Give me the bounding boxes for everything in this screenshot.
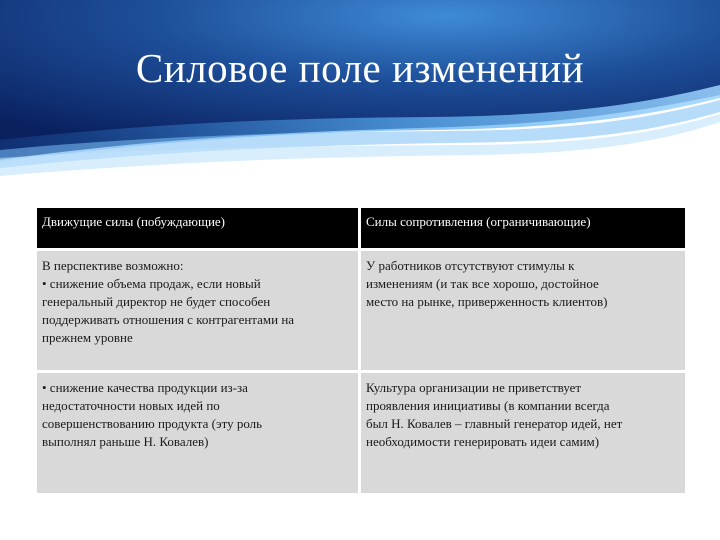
table-row: [37, 251, 685, 373]
cell-text-line: изменениям (и так все хорошо, достойное: [366, 276, 599, 291]
cell-text-line: совершенствованию продукта (эту роль: [42, 416, 263, 431]
cell-text-line: был Н. Ковалев – главный генератор идей, нет: [366, 416, 623, 431]
driving-forces-cell: [37, 373, 361, 493]
resisting-forces-cell: [361, 373, 685, 493]
cell-text-line: место на рынке, приверженность клиентов): [366, 294, 608, 309]
cell-text-line: В перспективе возможно:: [42, 258, 184, 273]
cell-text-line: поддерживать отношения с контрагентами на: [42, 312, 295, 327]
cell-text-line: необходимости генерировать идеи самим): [366, 434, 600, 449]
cell-text-line: недостаточности новых идей по: [42, 398, 220, 413]
header-resisting-forces: Силы сопротивления (ограничивающие): [361, 208, 685, 251]
cell-text-line: выполнял раньше Н. Ковалев): [42, 434, 209, 449]
forces-table: [37, 208, 685, 493]
cell-text-line: Культура организации не приветствует: [366, 380, 582, 395]
cell-text-line: У работников отсутствуют стимулы к: [366, 258, 575, 273]
header-background: [0, 0, 720, 200]
table-row: [37, 373, 685, 493]
cell-text-line: • снижение качества продукции из-за: [42, 380, 248, 395]
cell-text-line: проявления инициативы (в компании всегда: [366, 398, 610, 413]
driving-forces-cell: [37, 251, 361, 373]
cell-text-line: генеральный директор не будет способен: [42, 294, 271, 309]
header-driving-forces: Движущие силы (побуждающие): [37, 208, 361, 251]
slide-title: Силовое поле изменений: [135, 45, 585, 91]
cell-text-line: • снижение объема продаж, если новый: [42, 276, 261, 291]
table-header-row: [37, 208, 685, 251]
resisting-forces-cell: [361, 251, 685, 373]
cell-text-line: прежнем уровне: [42, 330, 133, 345]
